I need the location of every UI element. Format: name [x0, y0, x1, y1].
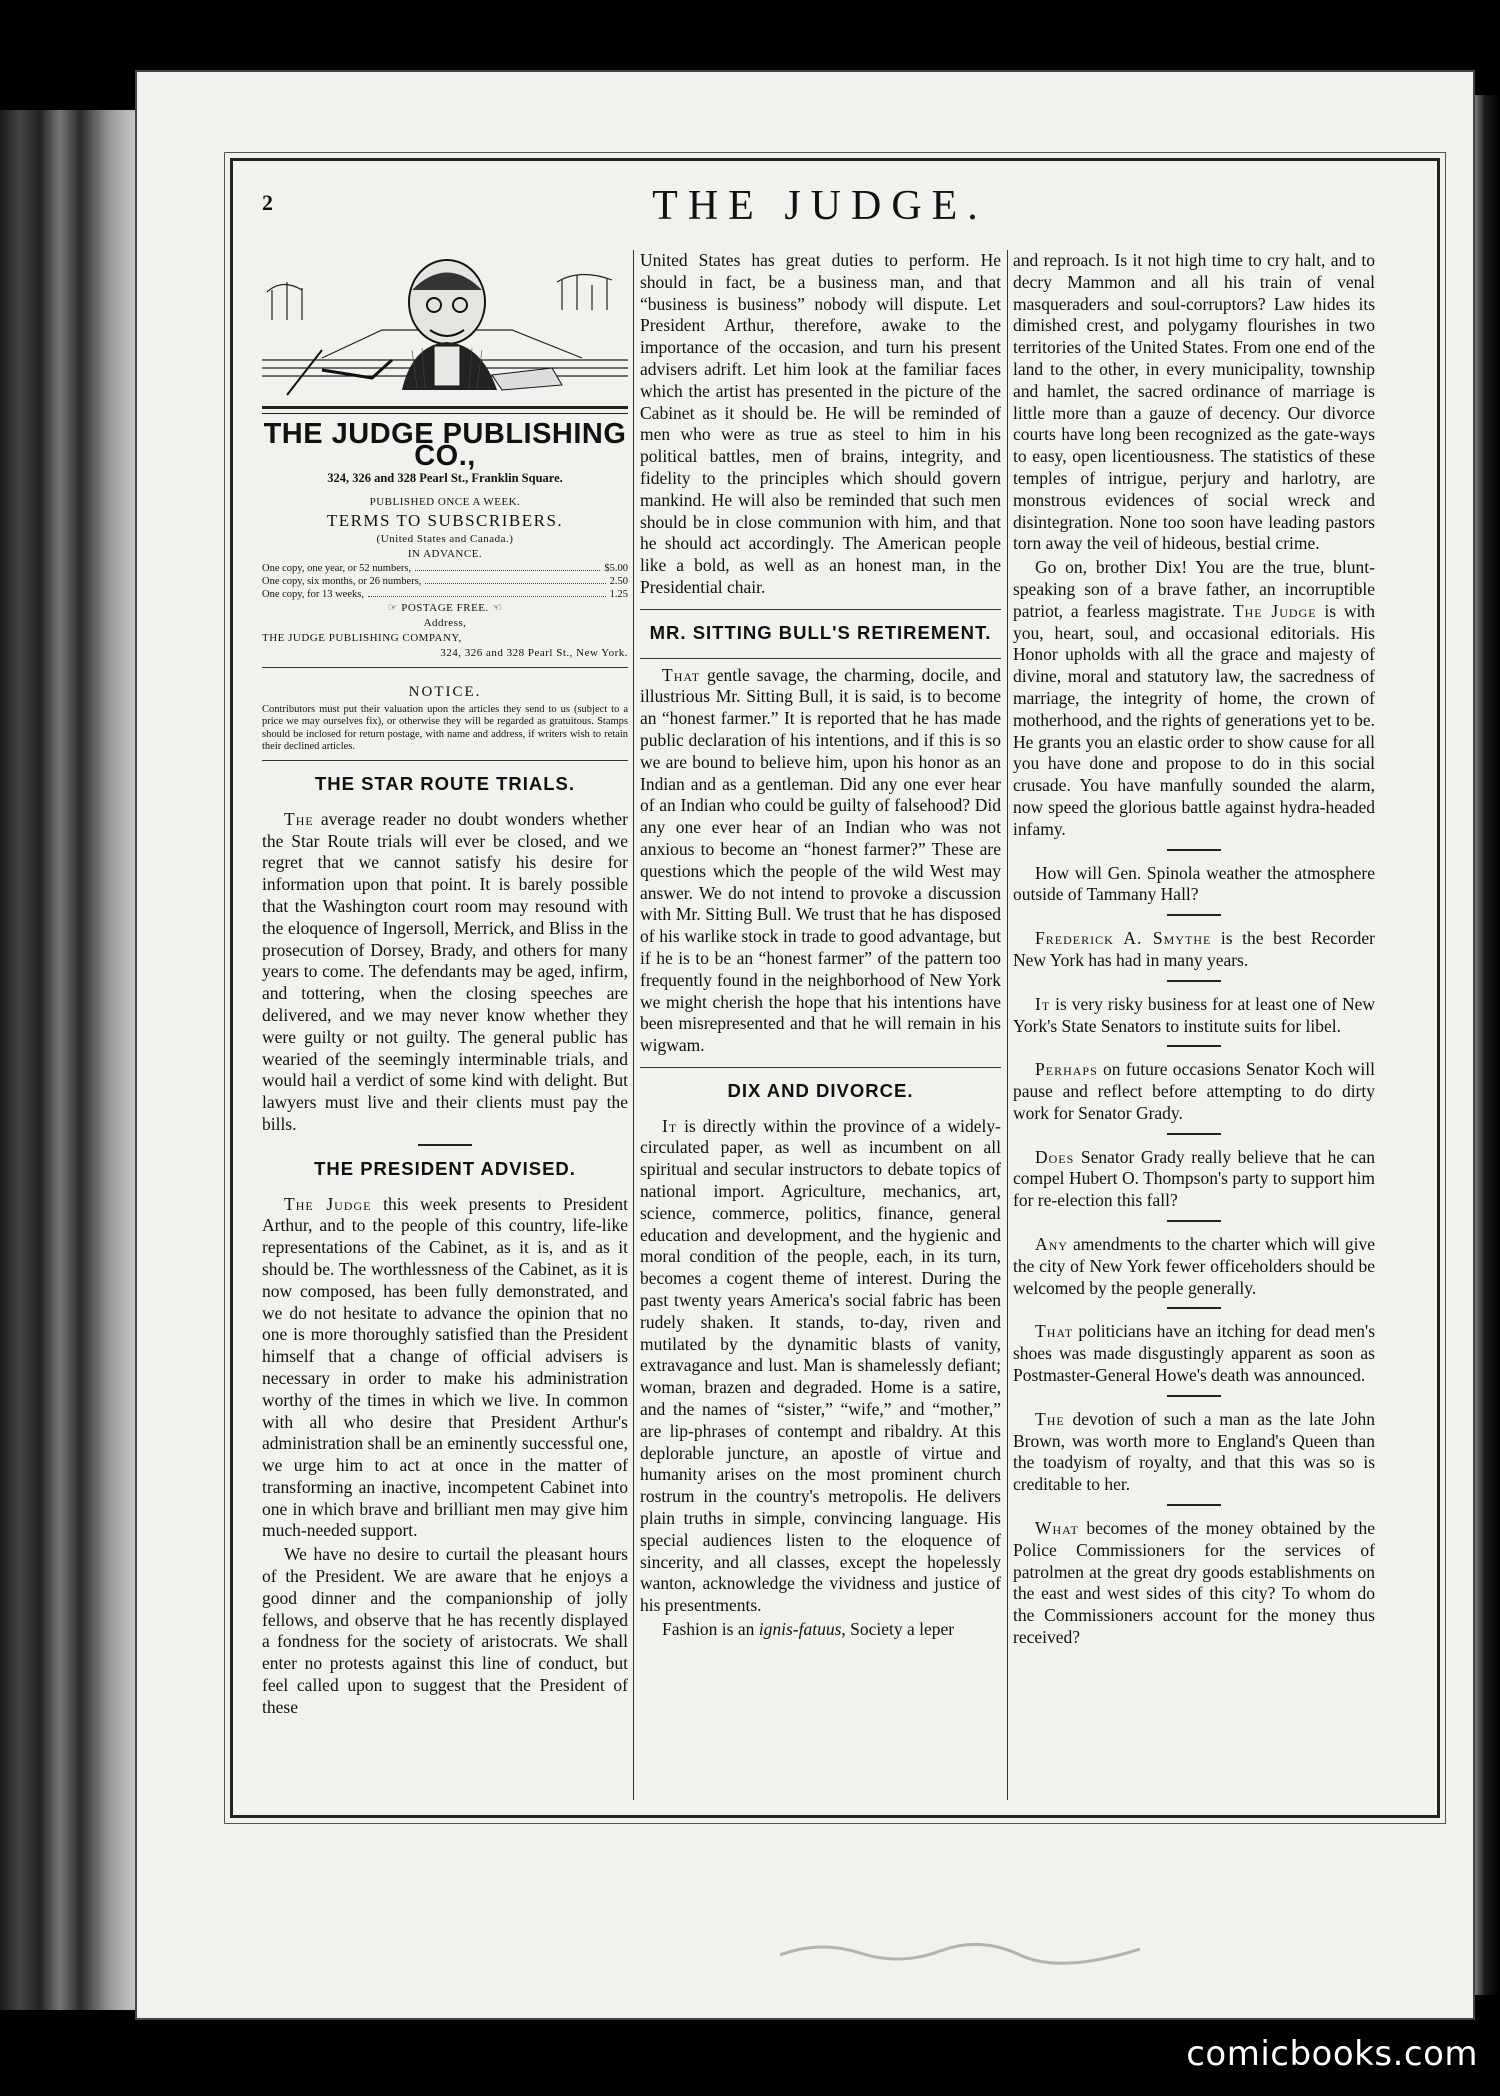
column-1: [262, 250, 628, 1721]
company-name: THE JUDGE PUBLISHING COMPANY,: [262, 632, 462, 645]
paragraph-body: this week presents to President Arthur, and to the people of this country, life-like representations of the Cabinet, as it is, and as it should be. The worthlessness of the Cabinet, as it is now composed, has been fully demonstrated, and we do not hesitate to advance the opinion that no one is more thoroughly satisfied than the President himself that a change of official advisers is necessary in order to make his administration worthy of the times in which we live. In common with all who desire that President Arthur's administration shall be an eminently successful one, we urge him to act at once in the matter of transforming an inactive, incompetent Cabinet into one in which brave and brilliant men may give him much-needed support.: [262, 1193, 629, 1541]
paragraph-body: devotion of such a man as the late John Brown, was worth more to England's Queen than the toadyism of royalty, and that this was so is creditable to her.: [1013, 1408, 1375, 1495]
separator: [418, 1144, 472, 1146]
lead-word: The Judge: [284, 1193, 372, 1214]
lead-word: It: [662, 1115, 678, 1136]
president-heading: THE PRESIDENT ADVISED.: [314, 1157, 576, 1179]
terms-title: TERMS TO SUBSCRIBERS.: [326, 511, 564, 531]
lead-word: Does: [1035, 1146, 1075, 1167]
paragraph-item: [1013, 928, 1375, 972]
separator: [1167, 1395, 1221, 1397]
divider: [262, 760, 628, 761]
rate-label: One copy, one year, or 52 numbers,: [262, 563, 412, 575]
separator: [1167, 1307, 1221, 1309]
lead-word: What: [1035, 1518, 1079, 1539]
dix-text-3: and reproach. Is it not high time to cry halt, and to decry Mammon and all his train of venal masqueraders and soul-corruptors? Law hides its dimished crest, and polygamy flourishes in two territories of the United States. From one end of the land to the other, in every municipality, township and hamlet, the sacred ordinance of marriage is little more than a gauze of decency. Our divorce courts have long been recognized as the gate-ways to easy, open licentiousness. The statistics of these temples of intrigue, perjury and harlotry, are monstrous evidences of social wreck and disintegration. None too soon have leading pastors torn away the veil of hideous, bestial crime.: [1013, 250, 1375, 554]
paragraph-body: amendments to the charter which will give the city of New York fewer officeholders should be welcomed by the people generally.: [1013, 1234, 1375, 1298]
rate-label: One copy, six months, or 26 numbers,: [262, 576, 422, 588]
paragraph-body: Senator Grady really believe that he can compel Hubert O. Thompson's party to support him for re-election this fall?: [1013, 1146, 1375, 1211]
paragraph-item: [1013, 1147, 1375, 1212]
column-2: [640, 250, 1001, 1643]
rate-price: 2.50: [609, 576, 628, 588]
terms-advance: IN ADVANCE.: [407, 548, 483, 561]
lead-word: Perhaps: [1035, 1059, 1098, 1080]
divider: [640, 609, 1001, 610]
publisher-address: 324, 326 and 328 Pearl St., Franklin Square.: [327, 470, 563, 485]
watermark-text: comicbooks.com: [1186, 2034, 1478, 2074]
sitting-bull-heading: MR. SITTING BULL'S RETIREMENT.: [649, 621, 992, 643]
text-run: , Society a leper: [841, 1619, 955, 1640]
paragraph-body: How will Gen. Spinola weather the atmosphere outside of Tammany Hall?: [1013, 862, 1375, 905]
dix-heading: DIX AND DIVORCE.: [727, 1079, 914, 1101]
company-address: 324, 326 and 328 Pearl St., New York.: [440, 647, 628, 660]
paragraph-item: [1013, 1409, 1375, 1496]
separator: [1167, 1045, 1221, 1047]
column-rule: [1007, 250, 1008, 1800]
rate-row: [262, 562, 628, 575]
paragraph-body: is directly within the province of a widely-circulated paper, as well as incumbent on all spiritual and secular instructors to debate topics of national import. Agriculture, mechanics, art, science, commerce, politics, finance, general education and development, and the hygienic and moral condition of the people, each, in its turn, becomes a cogent theme of interest. During the past twenty years America's social fabric has been rudely shaken. It stands, to-day, riven and mutilated by the dynamitic blasts of vanity, extravagance and lust. Man is shamelessly defiant; woman, brazen and degraded. Home is a satire, and the names of “sister,” “wife,” and “mother,” are lip-phrases of contempt and ribaldry. At this deplorable juncture, an apostle of virtue and humanity arises on the most prominent church rostrum in the country's metropolis. He delivers plain truths in simple, convincing language. His special audiences listen to the eloquence of sincerity, and all classes, except the hopelessly wanton, acknowledge the vividness and justice of his presentments.: [640, 1115, 1001, 1616]
rate-row: [262, 588, 628, 601]
president-text-2: We have no desire to curtail the pleasant hours of the President. We are aware that he enjoys a good dinner and the companionship of jolly fellows, and observe that he has recently displayed a fondness for the society of aristocrats. We shall enter no protests against this line of conduct, but feel called upon to suggest that the President of these: [262, 1544, 628, 1717]
separator: [1167, 1504, 1221, 1506]
paragraph-item: [1013, 1234, 1375, 1299]
president-text-3: United States has great duties to perform. He should in fact, be a business man, and that “business is business” nobody will dispute. Let President Arthur, therefore, awake to the importance of the occasion, and turn his present advisers adrift. Let him look at the familiar faces which the artist has presented in the picture of the Cabinet as it should be. He will be reminded of men who were as true as steel to him in his political battles, men of brains, integrity, and fidelity to the principles which should govern mankind. He will also be reminded that such men should be in close communion with him, and that he should act accordingly. The American people like a bold, as well as an honest man, in the Presidential chair.: [640, 250, 1001, 597]
lead-word: The Judge: [1232, 600, 1317, 621]
dix-text-2: [640, 1619, 1001, 1641]
separator: [1167, 914, 1221, 916]
postage-label: POSTAGE FREE.: [401, 602, 489, 615]
page-number: 2: [262, 190, 273, 215]
divider: [640, 1067, 1001, 1068]
divider: [262, 667, 628, 668]
rate-row: [262, 575, 628, 588]
terms-region: (United States and Canada.): [376, 533, 514, 546]
paragraph-item: [1013, 1518, 1375, 1649]
rate-price: 1.25: [609, 589, 628, 601]
paragraph-body: on future occasions Senator Koch will pause and reflect before attempting to do dirty work for Senator Grady.: [1013, 1059, 1375, 1123]
paragraph-body: gentle savage, the charming, docile, and illustrious Mr. Sitting Bull, it is said, is to become an “honest farmer.” It is reported that he has made public declaration of his intentions, and if this is so we are bound to believe him, upon his honor as an Indian and as a gentleman. Did any one ever hear of an Indian who could be guilty of falsehood? Did any one ever hear of an Indian who was not anxious to become an “honest farmer?” These are questions which the people of the wild West may answer. We do not intend to provoke a discussion with Mr. Sitting Bull. We trust that he has disposed of his warlike stock in trade to good advantage, but if he is to be an “honest farmer” of the pattern too frequently found in the neighborhood of New York we might cherish the hope that his intentions have been misrepresented and that he will remain in his wigwam.: [640, 664, 1001, 1056]
paragraph-item: [1013, 1059, 1375, 1124]
separator: [1167, 1133, 1221, 1135]
star-route-text: [262, 809, 628, 1136]
lead-word: The: [1035, 1408, 1065, 1429]
paragraph-body: is very risky business for at least one of New York's State Senators to institute suits for libel.: [1013, 993, 1375, 1036]
masthead-title: THE JUDGE.: [652, 183, 988, 229]
paragraph-body: becomes of the money obtained by the Police Commissioners for the services of patrolmen at the great dry goods establishments on the east and west sides of this city? To whom do the Commissioners account for the money thus received?: [1013, 1518, 1375, 1648]
dix-text-4: [1013, 557, 1375, 840]
notice-text: Contributors must put their valuation upon the articles they send to us (subject to a price we may ourselves fix), or otherwise they will be regarded as gratuitous. Stamps should be inclosed for return postage, with name and address, if writers wish to retain their declined articles.: [262, 703, 628, 753]
text-run: is with you, heart, soul, and occasional editorials. His Honor upholds with all the grace and majesty of divine, moral and statutory law, the sacredness of marriage, the integrity of home, the crown of motherhood, and the rights of generations yet to be. He grants you an elastic order to show cause for all you have done and propose to do in this social crusade. You have manfully sounded the alarm, now speed the glorious battle against hydra-headed infamy.: [1013, 600, 1376, 839]
paragraph-body: is the best Recorder New York has had in many years.: [1013, 928, 1375, 970]
separator: [1167, 980, 1221, 982]
postage-note: ☞ POSTAGE FREE. ☜: [387, 602, 503, 615]
lead-word: Frederick A. Smythe: [1035, 928, 1212, 949]
double-rule: [262, 406, 628, 414]
notice-title: NOTICE.: [408, 684, 482, 701]
paragraph-item: [1013, 994, 1375, 1038]
president-text: [262, 1194, 628, 1543]
lead-word: That: [662, 664, 701, 685]
paper-smudge: [780, 1935, 1140, 1969]
italic-phrase: ignis-fatuus: [758, 1619, 842, 1640]
paragraph-item: [1013, 863, 1375, 907]
divider: [640, 658, 1001, 659]
separator: [1167, 1220, 1221, 1222]
star-route-heading: THE STAR ROUTE TRIALS.: [314, 772, 576, 794]
judge-illustration: [262, 250, 628, 400]
paragraph-body: average reader no doubt wonders whether the Star Route trials will ever be closed, and we regret that we cannot satisfy his desire for information upon that point. It is barely possible that the Washington court room may resound with the eloquence of Ingersoll, Merrick, and Bliss in the prosecution of Dorsey, Brady, and others for many years to come. The defendants may be aged, infirm, and tottering, when the closing speeches are delivered, and we may never know whether they were guilty or not guilty. The general public has wearied of the seemingly interminable trials, and would hail a verdict of some kind with delight. But lawyers must live and their clients must pay the bills.: [262, 808, 628, 1134]
text-run: Go on, brother Dix! You are the true, blunt-speaking son of a brave father, an incorruptible patriot, a fearless magistrate.: [1013, 557, 1375, 621]
lead-word: Any: [1035, 1234, 1068, 1255]
publisher-name: THE JUDGE PUBLISHING CO.,: [263, 418, 627, 472]
paragraph-body: politicians have an itching for dead men's shoes was made disgustingly apparent as soon as Postmaster-General Howe's death was announced.: [1013, 1321, 1375, 1386]
address-label: Address,: [423, 617, 467, 630]
column-rule: [633, 250, 634, 1800]
column-3: [1013, 250, 1375, 1651]
book-binding: [0, 110, 140, 2010]
lead-word: It: [1035, 993, 1051, 1014]
rate-price: $5.00: [604, 563, 628, 575]
sitting-bull-text: [640, 665, 1001, 1057]
lead-word: The: [284, 808, 314, 829]
paragraph-item: [1013, 1321, 1375, 1386]
rate-label: One copy, for 13 weeks,: [262, 589, 364, 601]
text-run: Fashion is an: [662, 1619, 759, 1640]
lead-word: That: [1035, 1321, 1074, 1342]
dix-text: [640, 1116, 1001, 1617]
publish-frequency: PUBLISHED ONCE A WEEK.: [369, 496, 521, 509]
separator: [1167, 849, 1221, 851]
